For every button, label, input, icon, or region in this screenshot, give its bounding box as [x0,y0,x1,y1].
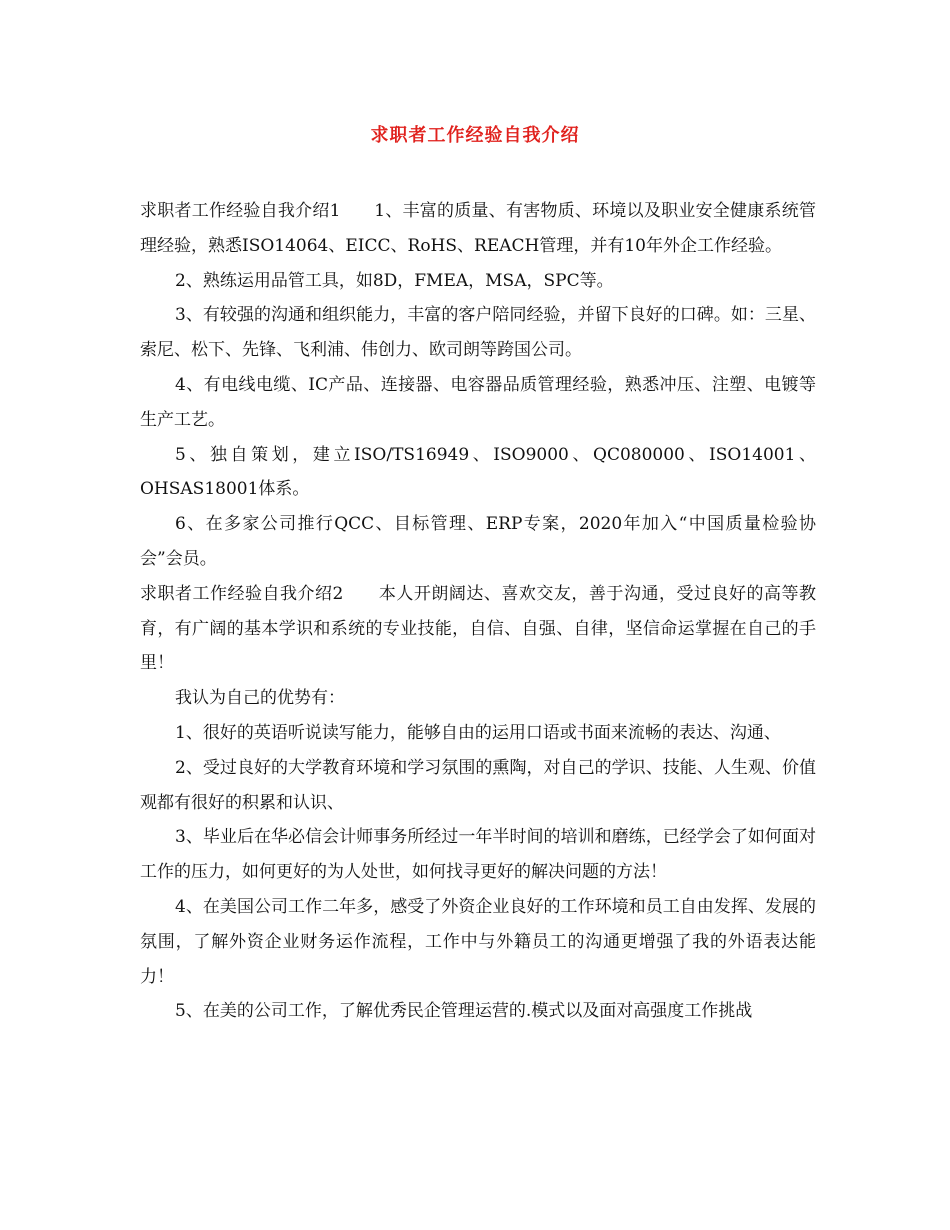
paragraph: 6、在多家公司推行QCC、目标管理、ERP专案，2020年加入“中国质量检验协会”会员。 [140,514,816,569]
paragraph: 2、受过良好的大学教育环境和学习氛围的熏陶，对自己的学识、技能、人生观、价值观都有很好的积累和认识、 [140,757,816,813]
paragraph-text: 1、丰富的质量、有害物质、环境以及职业安全健康系统管理经验，熟悉ISO14064、EICC、RoHS、REACH管理，并有10年外企工作经验。 [140,201,816,256]
paragraph-intro-1 [140,194,816,264]
paragraph: 3、毕业后在华必信会计师事务所经过一年半时间的培训和磨练，已经学会了如何面对工作的压力，如何更好的为人处世，如何找寻更好的解决问题的方法！ [140,827,816,883]
section-heading-2: 求职者工作经验自我介绍2 [140,583,344,604]
paragraph: 我认为自己的优势有： [175,688,345,709]
paragraph: 5、在美的公司工作，了解优秀民企管理运营的.模式以及面对高强度工作挑战 [175,1001,753,1022]
paragraph: 4、有电线电缆、IC产品、连接器、电容器品质管理经验，熟悉冲压、注塑、电镀等生产工艺。 [140,374,816,430]
document-body [140,194,816,1029]
paragraph: 3、有较强的沟通和组织能力，丰富的客户陪同经验，并留下良好的口碑。如：三星、索尼、松下、先锋、飞利浦、伟创力、欧司朗等跨国公司。 [140,305,816,361]
paragraph: 2、熟练运用品管工具，如8D，FMEA，MSA，SPC等。 [175,270,614,291]
section-heading-1: 求职者工作经验自我介绍1 [140,201,341,221]
paragraph: 5、独自策划，建立ISO/TS16949、ISO9000、QC080000、ISO14001、OHSAS18001体系。 [140,444,816,500]
paragraph-text: 本人开朗阔达、喜欢交友，善于沟通，受过良好的高等教育，有广阔的基本学识和系统的专业技能，自信、自强、自律，坚信命运掌握在自己的手里！ [140,583,816,674]
paragraph: 4、在美国公司工作二年多，感受了外资企业良好的工作环境和员工自由发挥、发展的氛围，了解外资企业财务运作流程，工作中与外籍员工的沟通更增强了我的外语表达能力！ [140,896,816,987]
paragraph: 1、很好的英语听说读写能力，能够自由的运用口语或书面来流畅的表达、沟通、 [175,722,781,743]
paragraph-intro-2 [140,577,816,681]
document-title: 求职者工作经验自我介绍 [370,125,580,146]
